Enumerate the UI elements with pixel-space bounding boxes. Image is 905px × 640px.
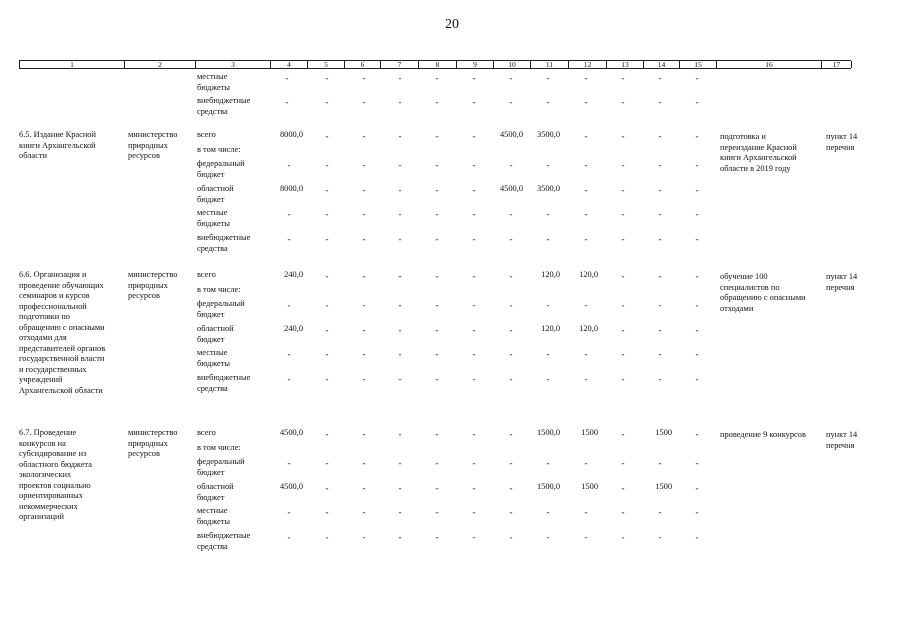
total-value: 4500,0	[279, 482, 303, 491]
year-value: 1500,0	[536, 428, 560, 437]
empty-cell-dash: -	[398, 532, 402, 542]
empty-cell-dash: -	[325, 185, 329, 195]
empty-cell-dash: -	[325, 532, 329, 542]
empty-cell-dash: -	[435, 300, 439, 310]
empty-cell-dash: -	[546, 458, 550, 468]
empty-cell-dash: -	[658, 532, 662, 542]
empty-cell-dash: -	[398, 325, 402, 335]
funding-source: всего	[197, 270, 216, 279]
empty-cell-dash: -	[621, 429, 625, 439]
empty-cell-dash: -	[362, 185, 366, 195]
empty-cell-dash: -	[287, 160, 291, 170]
empty-cell-dash: -	[621, 483, 625, 493]
empty-cell-dash: -	[509, 532, 513, 542]
empty-cell-dash: -	[621, 209, 625, 219]
empty-cell-dash: -	[621, 300, 625, 310]
empty-cell-dash: -	[435, 160, 439, 170]
empty-cell-dash: -	[509, 160, 513, 170]
empty-cell-dash: -	[287, 458, 291, 468]
empty-cell-dash: -	[398, 73, 402, 83]
empty-cell-dash: -	[472, 131, 476, 141]
empty-cell-dash: -	[621, 325, 625, 335]
empty-cell-dash: -	[398, 300, 402, 310]
empty-cell-dash: -	[472, 483, 476, 493]
header-col-12: 12	[569, 61, 607, 68]
empty-cell-dash: -	[695, 271, 699, 281]
funding-source: в том числе:	[197, 145, 241, 154]
empty-cell-dash: -	[435, 532, 439, 542]
empty-cell-dash: -	[362, 160, 366, 170]
empty-cell-dash: -	[325, 374, 329, 384]
empty-cell-dash: -	[362, 325, 366, 335]
empty-cell-dash: -	[658, 160, 662, 170]
empty-cell-dash: -	[435, 97, 439, 107]
year-value: 120,0	[579, 324, 598, 333]
empty-cell-dash: -	[658, 300, 662, 310]
empty-cell-dash: -	[287, 209, 291, 219]
expected-result: подготовка и переиздание Красной книги Архангельской области в 2019 году	[720, 132, 797, 173]
empty-cell-dash: -	[435, 483, 439, 493]
empty-cell-dash: -	[546, 532, 550, 542]
empty-cell-dash: -	[362, 483, 366, 493]
empty-cell-dash: -	[509, 429, 513, 439]
empty-cell-dash: -	[621, 131, 625, 141]
empty-cell-dash: -	[325, 507, 329, 517]
empty-cell-dash: -	[398, 160, 402, 170]
funding-source: местные бюджеты	[197, 348, 231, 368]
empty-cell-dash: -	[658, 271, 662, 281]
empty-cell-dash: -	[546, 234, 550, 244]
empty-cell-dash: -	[325, 160, 329, 170]
empty-cell-dash: -	[509, 271, 513, 281]
empty-cell-dash: -	[658, 374, 662, 384]
empty-cell-dash: -	[546, 374, 550, 384]
empty-cell-dash: -	[435, 271, 439, 281]
empty-cell-dash: -	[472, 160, 476, 170]
empty-cell-dash: -	[695, 97, 699, 107]
empty-cell-dash: -	[362, 234, 366, 244]
funding-source: местные бюджеты	[197, 506, 231, 526]
empty-cell-dash: -	[472, 325, 476, 335]
header-col-3: 3	[196, 61, 271, 68]
executor: министерство природных ресурсов	[128, 270, 178, 300]
empty-cell-dash: -	[546, 300, 550, 310]
total-value: 4500,0	[279, 428, 303, 437]
empty-cell-dash: -	[621, 185, 625, 195]
empty-cell-dash: -	[584, 300, 588, 310]
empty-cell-dash: -	[695, 507, 699, 517]
empty-cell-dash: -	[621, 73, 625, 83]
empty-cell-dash: -	[509, 234, 513, 244]
header-col-8: 8	[419, 61, 457, 68]
empty-cell-dash: -	[325, 325, 329, 335]
empty-cell-dash: -	[398, 458, 402, 468]
empty-cell-dash: -	[472, 234, 476, 244]
empty-cell-dash: -	[546, 97, 550, 107]
header-col-14: 14	[644, 61, 680, 68]
empty-cell-dash: -	[435, 185, 439, 195]
empty-cell-dash: -	[325, 300, 329, 310]
empty-cell-dash: -	[695, 209, 699, 219]
empty-cell-dash: -	[695, 300, 699, 310]
empty-cell-dash: -	[285, 73, 289, 83]
empty-cell-dash: -	[584, 97, 588, 107]
empty-cell-dash: -	[509, 458, 513, 468]
empty-cell-dash: -	[509, 73, 513, 83]
empty-cell-dash: -	[621, 374, 625, 384]
continuation-source: местные бюджеты	[197, 72, 231, 92]
empty-cell-dash: -	[398, 209, 402, 219]
year-value: 1500,0	[536, 482, 560, 491]
empty-cell-dash: -	[509, 300, 513, 310]
empty-cell-dash: -	[435, 349, 439, 359]
empty-cell-dash: -	[584, 234, 588, 244]
empty-cell-dash: -	[695, 160, 699, 170]
empty-cell-dash: -	[695, 349, 699, 359]
column-number-header	[19, 60, 851, 69]
continuation-source: внебюджетные средства	[197, 96, 251, 116]
empty-cell-dash: -	[546, 73, 550, 83]
year-value: 1500	[581, 482, 598, 491]
empty-cell-dash: -	[584, 349, 588, 359]
empty-cell-dash: -	[472, 507, 476, 517]
empty-cell-dash: -	[435, 131, 439, 141]
total-value: 240,0	[284, 270, 303, 279]
empty-cell-dash: -	[285, 97, 289, 107]
empty-cell-dash: -	[325, 234, 329, 244]
empty-cell-dash: -	[325, 271, 329, 281]
empty-cell-dash: -	[621, 234, 625, 244]
header-col-6: 6	[345, 61, 381, 68]
funding-source: областной бюджет	[197, 482, 234, 502]
empty-cell-dash: -	[325, 458, 329, 468]
empty-cell-dash: -	[287, 374, 291, 384]
funding-source: внебюджетные средства	[197, 531, 251, 551]
empty-cell-dash: -	[509, 325, 513, 335]
empty-cell-dash: -	[325, 429, 329, 439]
empty-cell-dash: -	[584, 374, 588, 384]
empty-cell-dash: -	[658, 458, 662, 468]
year-value: 3500,0	[536, 184, 560, 193]
year-value: 120,0	[541, 270, 560, 279]
empty-cell-dash: -	[398, 507, 402, 517]
empty-cell-dash: -	[509, 483, 513, 493]
empty-cell-dash: -	[325, 209, 329, 219]
empty-cell-dash: -	[362, 73, 366, 83]
empty-cell-dash: -	[287, 532, 291, 542]
year-value: 4500,0	[499, 130, 523, 139]
header-col-9: 9	[457, 61, 494, 68]
empty-cell-dash: -	[472, 429, 476, 439]
total-value: 8000,0	[279, 184, 303, 193]
empty-cell-dash: -	[695, 532, 699, 542]
empty-cell-dash: -	[362, 374, 366, 384]
empty-cell-dash: -	[472, 271, 476, 281]
empty-cell-dash: -	[695, 131, 699, 141]
funding-source: областной бюджет	[197, 184, 234, 204]
empty-cell-dash: -	[658, 185, 662, 195]
empty-cell-dash: -	[546, 160, 550, 170]
measure-title: 6.6. Организация и проведение обучающих семинаров и курсов профессиональной подготовки по обращению с опасными отходами для представителей органов государственной власти и государственных учреждений Архангельской области	[19, 270, 106, 395]
empty-cell-dash: -	[362, 507, 366, 517]
empty-cell-dash: -	[621, 532, 625, 542]
empty-cell-dash: -	[472, 349, 476, 359]
empty-cell-dash: -	[435, 209, 439, 219]
year-value: 1500	[655, 482, 672, 491]
empty-cell-dash: -	[472, 73, 476, 83]
empty-cell-dash: -	[435, 73, 439, 83]
empty-cell-dash: -	[695, 73, 699, 83]
year-value: 1500	[655, 428, 672, 437]
empty-cell-dash: -	[695, 374, 699, 384]
empty-cell-dash: -	[325, 97, 329, 107]
header-col-1: 1	[20, 61, 125, 68]
empty-cell-dash: -	[362, 458, 366, 468]
empty-cell-dash: -	[398, 349, 402, 359]
empty-cell-dash: -	[658, 234, 662, 244]
empty-cell-dash: -	[287, 300, 291, 310]
year-value: 1500	[581, 428, 598, 437]
funding-source: внебюджетные средства	[197, 233, 251, 253]
empty-cell-dash: -	[621, 507, 625, 517]
empty-cell-dash: -	[435, 429, 439, 439]
expected-result: проведение 9 конкурсов	[720, 430, 806, 439]
header-col-15: 15	[680, 61, 717, 68]
empty-cell-dash: -	[584, 209, 588, 219]
list-reference: пункт 14 перечня	[826, 430, 858, 450]
empty-cell-dash: -	[435, 234, 439, 244]
empty-cell-dash: -	[435, 507, 439, 517]
header-col-7: 7	[381, 61, 419, 68]
empty-cell-dash: -	[472, 458, 476, 468]
empty-cell-dash: -	[472, 532, 476, 542]
empty-cell-dash: -	[509, 507, 513, 517]
list-reference: пункт 14 перечня	[826, 132, 858, 152]
empty-cell-dash: -	[362, 532, 366, 542]
funding-source: федеральный бюджет	[197, 457, 245, 477]
empty-cell-dash: -	[509, 374, 513, 384]
empty-cell-dash: -	[362, 271, 366, 281]
year-value: 120,0	[541, 324, 560, 333]
empty-cell-dash: -	[398, 374, 402, 384]
empty-cell-dash: -	[362, 209, 366, 219]
expected-result: обучение 100 специалистов по обращению с опасными отходами	[720, 272, 806, 313]
empty-cell-dash: -	[362, 349, 366, 359]
empty-cell-dash: -	[695, 234, 699, 244]
empty-cell-dash: -	[362, 131, 366, 141]
empty-cell-dash: -	[509, 97, 513, 107]
empty-cell-dash: -	[362, 429, 366, 439]
empty-cell-dash: -	[658, 73, 662, 83]
empty-cell-dash: -	[658, 507, 662, 517]
empty-cell-dash: -	[546, 507, 550, 517]
empty-cell-dash: -	[325, 483, 329, 493]
total-value: 8000,0	[279, 130, 303, 139]
header-col-4: 4	[271, 61, 308, 68]
year-value: 4500,0	[499, 184, 523, 193]
empty-cell-dash: -	[621, 160, 625, 170]
empty-cell-dash: -	[546, 349, 550, 359]
funding-source: федеральный бюджет	[197, 299, 245, 319]
empty-cell-dash: -	[362, 300, 366, 310]
empty-cell-dash: -	[435, 325, 439, 335]
page-number: 20	[445, 17, 459, 32]
empty-cell-dash: -	[695, 325, 699, 335]
empty-cell-dash: -	[398, 271, 402, 281]
empty-cell-dash: -	[695, 483, 699, 493]
empty-cell-dash: -	[287, 234, 291, 244]
empty-cell-dash: -	[584, 458, 588, 468]
empty-cell-dash: -	[695, 458, 699, 468]
empty-cell-dash: -	[658, 97, 662, 107]
empty-cell-dash: -	[695, 185, 699, 195]
empty-cell-dash: -	[435, 458, 439, 468]
empty-cell-dash: -	[584, 131, 588, 141]
empty-cell-dash: -	[658, 349, 662, 359]
funding-source: в том числе:	[197, 285, 241, 294]
header-col-5: 5	[308, 61, 345, 68]
empty-cell-dash: -	[398, 429, 402, 439]
empty-cell-dash: -	[509, 349, 513, 359]
empty-cell-dash: -	[584, 532, 588, 542]
empty-cell-dash: -	[472, 374, 476, 384]
empty-cell-dash: -	[621, 97, 625, 107]
empty-cell-dash: -	[472, 209, 476, 219]
header-col-16: 16	[717, 61, 822, 68]
header-col-17: 17	[822, 61, 852, 68]
empty-cell-dash: -	[435, 374, 439, 384]
header-col-10: 10	[494, 61, 531, 68]
empty-cell-dash: -	[584, 73, 588, 83]
empty-cell-dash: -	[621, 458, 625, 468]
executor: министерство природных ресурсов	[128, 130, 178, 160]
funding-source: внебюджетные средства	[197, 373, 251, 393]
funding-source: федеральный бюджет	[197, 159, 245, 179]
empty-cell-dash: -	[621, 271, 625, 281]
empty-cell-dash: -	[509, 209, 513, 219]
empty-cell-dash: -	[398, 483, 402, 493]
funding-source: местные бюджеты	[197, 208, 231, 228]
measure-title: 6.7. Проведение конкурсов на субсидирование из областного бюджета экологических проектов социально ориентированных некоммерческих организаций	[19, 428, 92, 521]
empty-cell-dash: -	[695, 429, 699, 439]
empty-cell-dash: -	[287, 507, 291, 517]
list-reference: пункт 14 перечня	[826, 272, 858, 292]
header-col-13: 13	[607, 61, 644, 68]
measure-title: 6.5. Издание Красной книги Архангельской области	[19, 130, 96, 160]
empty-cell-dash: -	[325, 131, 329, 141]
funding-source: областной бюджет	[197, 324, 234, 344]
year-value: 120,0	[579, 270, 598, 279]
empty-cell-dash: -	[658, 131, 662, 141]
empty-cell-dash: -	[472, 185, 476, 195]
empty-cell-dash: -	[472, 300, 476, 310]
year-value: 3500,0	[536, 130, 560, 139]
empty-cell-dash: -	[658, 209, 662, 219]
empty-cell-dash: -	[398, 97, 402, 107]
executor: министерство природных ресурсов	[128, 428, 178, 458]
empty-cell-dash: -	[584, 160, 588, 170]
funding-source: в том числе:	[197, 443, 241, 452]
empty-cell-dash: -	[621, 349, 625, 359]
empty-cell-dash: -	[287, 349, 291, 359]
empty-cell-dash: -	[584, 507, 588, 517]
header-col-11: 11	[531, 61, 569, 68]
header-col-2: 2	[125, 61, 196, 68]
empty-cell-dash: -	[362, 97, 366, 107]
empty-cell-dash: -	[546, 209, 550, 219]
empty-cell-dash: -	[325, 349, 329, 359]
funding-source: всего	[197, 130, 216, 139]
empty-cell-dash: -	[472, 97, 476, 107]
funding-source: всего	[197, 428, 216, 437]
empty-cell-dash: -	[398, 131, 402, 141]
empty-cell-dash: -	[584, 185, 588, 195]
empty-cell-dash: -	[325, 73, 329, 83]
total-value: 240,0	[284, 324, 303, 333]
empty-cell-dash: -	[398, 185, 402, 195]
empty-cell-dash: -	[658, 325, 662, 335]
empty-cell-dash: -	[398, 234, 402, 244]
